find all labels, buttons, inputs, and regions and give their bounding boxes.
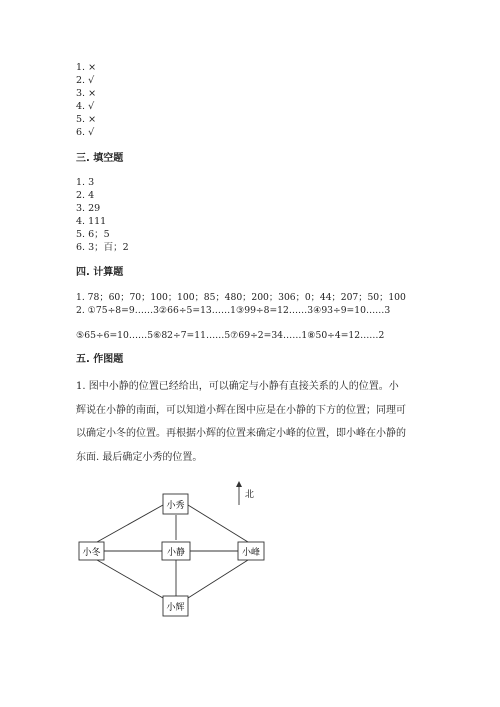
judge-answer-2: 2. √ [76, 75, 95, 86]
fill-answer-6: 6. 3；百；2 [76, 242, 129, 253]
xiaodong-label: 小冬 [82, 548, 101, 558]
judge-answer-3: 3. × [76, 88, 97, 99]
judge-answer-4: 4. √ [76, 101, 95, 112]
fill-answer-4: 4. 111 [76, 216, 107, 227]
calc-line-2: 2. ①75÷8=9……3②66÷5=13……1③99÷8=12……3④93÷9=10……3 [76, 305, 391, 316]
xiaoxiu-label: 小秀 [166, 501, 185, 511]
calc-line-1: 1. 78；60；70；100；100；85；480；200；306；0；44；207；50；100 [76, 292, 406, 303]
calc-heading: 四. 计算题 [76, 267, 124, 278]
fill-heading: 三. 填空题 [76, 153, 124, 164]
fill-answer-1: 1. 3 [76, 177, 95, 188]
xiaohui-label: 小辉 [166, 603, 185, 613]
draw-heading: 五. 作图题 [76, 354, 124, 365]
fill-answer-3: 3. 29 [76, 203, 101, 214]
draw-explanation: 1. 图中小静的位置已经给出，可以确定与小静有直接关系的人的位置。小辉说在小静的南面，可以知道小辉在图中应是在小静的下方的位置；同理可以确定小冬的位置。再根据小辉的位置来确定小峰的位置，即小峰在小静的东面. 最后确定小秀的位置。 [76, 381, 406, 463]
fill-answer-5: 5. 6；5 [76, 229, 110, 240]
judge-answer-5: 5. × [76, 114, 97, 125]
north-arrow-icon [236, 481, 242, 505]
xiaojing-label: 小静 [166, 548, 186, 558]
north-label: 北 [245, 490, 255, 500]
calc-line-3: ⑤65÷6=10……5⑥82÷7=11……5⑦69÷2=34……1⑧50÷4=12……2 [76, 330, 385, 341]
xiaofeng-label: 小峰 [241, 548, 261, 558]
judge-answer-1: 1. × [76, 62, 97, 73]
judge-answer-6: 6. √ [76, 127, 95, 138]
fill-answer-2: 2. 4 [76, 190, 95, 201]
